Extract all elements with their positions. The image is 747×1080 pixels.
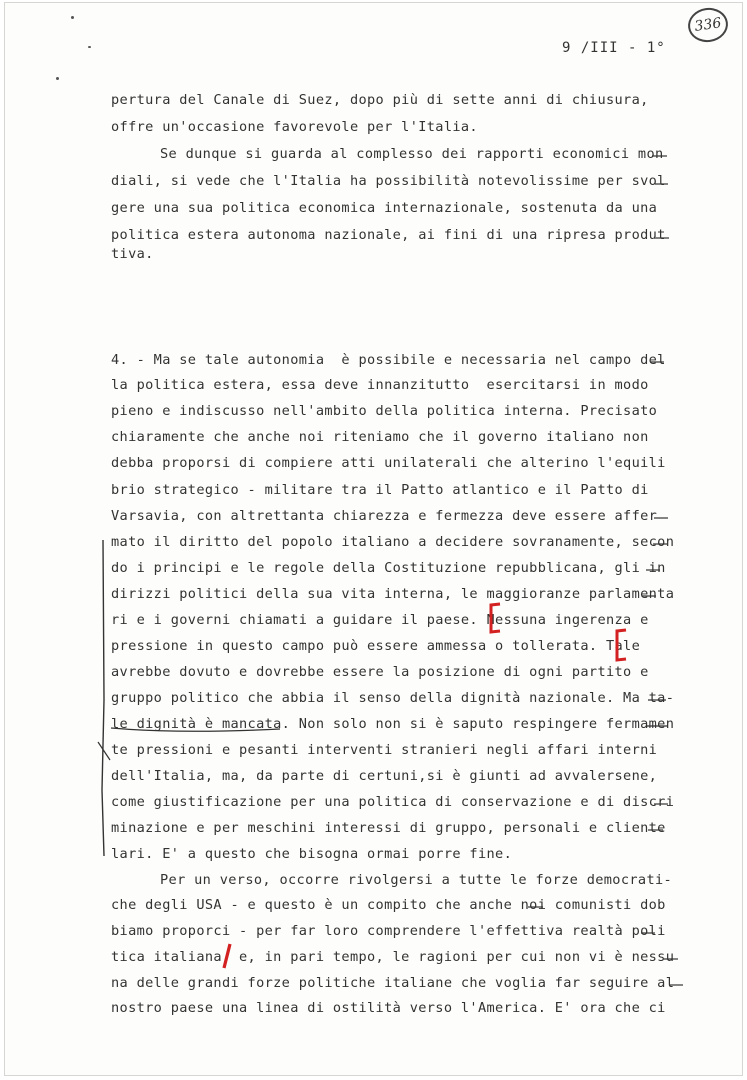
text-line: lari. E' a questo che bisogna ormai porre fine.: [111, 846, 513, 862]
text-line: 4. - Ma se tale autonomia è possibile e necessaria nel campo del: [111, 352, 666, 368]
text-line: te pressioni e pesanti interventi stranieri negli affari interni: [111, 742, 658, 758]
text-line: gere una sua politica economica internazionale, sostenuta da una: [111, 200, 658, 216]
text-line: pressione in questo campo può essere ammessa o tollerata. Tale: [111, 638, 641, 654]
archive-page-stamp: 336: [686, 5, 730, 44]
page-number: 9 /III - 1°: [562, 40, 666, 56]
text-line: biamo proporci - per far loro comprendere l'effettiva realtà poli: [111, 923, 666, 939]
text-line: na delle grandi forze politiche italiane che voglia far seguire al: [111, 975, 675, 991]
text-line: Varsavia, con altrettanta chiarezza e fermezza deve essere affer: [111, 508, 658, 524]
text-line: la politica estera, essa deve innanzitutto esercitarsi in modo: [111, 377, 649, 393]
ink-speck: [56, 77, 59, 80]
text-line: debba proporsi di compiere atti unilaterali che alterino l'equili: [111, 455, 666, 471]
text-line: pieno e indiscusso nell'ambito della politica interna. Precisato: [111, 403, 658, 419]
text-line: do i principi e le regole della Costituzione repubblicana, gli in: [111, 560, 666, 576]
text-line: chiaramente che anche noi riteniamo che il governo italiano non: [111, 429, 649, 445]
text-line: ri e i governi chiamati a guidare il paese. Nessuna ingerenza e: [111, 612, 649, 628]
ink-speck: [88, 46, 91, 48]
text-line: avrebbe dovuto e dovrebbe essere la posizione di ogni partito e: [111, 664, 649, 680]
text-line: dirizzi politici della sua vita interna, le maggioranze parlamenta: [111, 586, 675, 602]
text-line: minazione e per meschini interessi di gruppo, personali e cliente: [111, 820, 666, 836]
text-line: brio strategico - militare tra il Patto atlantico e il Patto di: [111, 482, 649, 498]
text-line: le dignità è mancata. Non solo non si è saputo respingere fermamen: [111, 716, 675, 732]
text-line: che degli USA - e questo è un compito che anche noi comunisti dob: [111, 897, 666, 913]
text-line: Se dunque si guarda al complesso dei rapporti economici mon: [160, 146, 664, 162]
text-line: politica estera autonoma nazionale, ai fini di una ripresa produt: [111, 227, 666, 243]
text-line: Per un verso, occorre rivolgersi a tutte le forze democrati-: [160, 872, 673, 888]
text-line: come giustificazione per una politica di conservazione e di discri: [111, 794, 675, 810]
ink-speck: [71, 16, 74, 19]
text-line: dell'Italia, ma, da parte di certuni,si è giunti ad avvalersene,: [111, 768, 658, 784]
text-line: nostro paese una linea di ostilità verso l'America. E' ora che ci: [111, 1000, 666, 1016]
text-line: offre un'occasione favorevole per l'Italia.: [111, 119, 478, 135]
text-line: tiva.: [111, 246, 154, 262]
text-line: diali, si vede che l'Italia ha possibilità notevolissime per svol: [111, 173, 666, 189]
text-line: gruppo politico che abbia il senso della dignità nazionale. Ma ta-: [111, 690, 675, 706]
text-line: mato il diritto del popolo italiano a decidere sovranamente, secon: [111, 534, 675, 550]
text-line: pertura del Canale di Suez, dopo più di sette anni di chiusura,: [111, 92, 649, 108]
text-line: tica italiana, e, in pari tempo, le ragioni per cui non vi è nessu: [111, 949, 675, 965]
